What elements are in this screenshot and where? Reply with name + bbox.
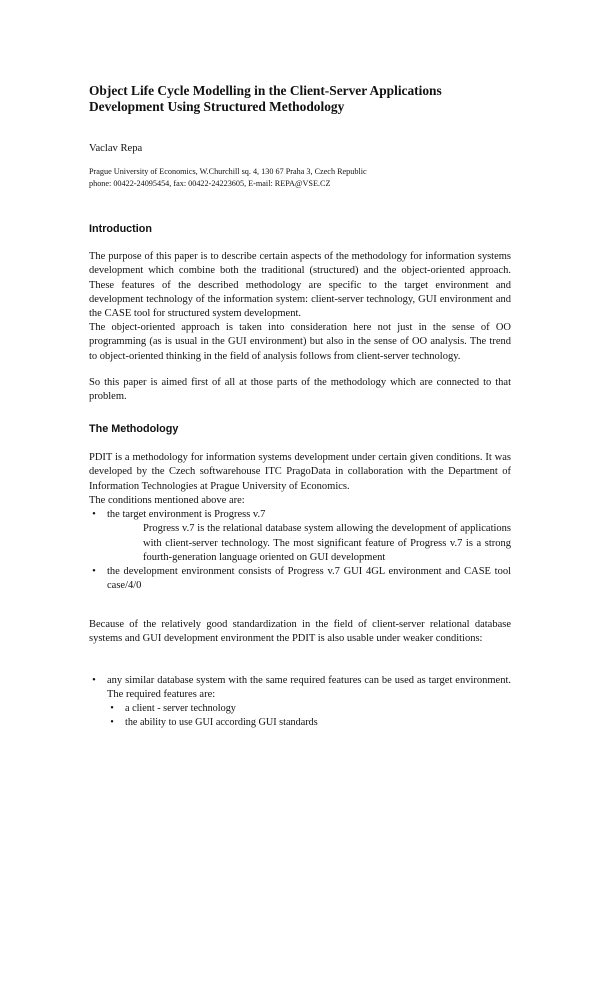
methodology-paragraph-1-text: PDIT is a methodology for information systems development under certain given conditions. It was developed by the Czech softwarehouse ITC PragoData in collaboration with the Department of Information Technologies at Prague University of Economics. (89, 452, 511, 492)
methodology-paragraph-2: Because of the relatively good standardization in the field of client-server relational database systems and GUI development environment the PDIT is also usable under weaker conditions: (89, 619, 511, 645)
bullet-icon: • (110, 703, 114, 714)
list-item-text: any similar database system with the same required features can be used as target environment. The required features are: (107, 675, 511, 701)
author-affiliation-block (89, 166, 519, 189)
methodology-heading: The Methodology (89, 423, 179, 435)
list-item (107, 716, 511, 730)
required-features-list (107, 702, 511, 729)
list-item (89, 508, 511, 565)
conditions-list (89, 508, 511, 594)
introduction-heading: Introduction (89, 223, 152, 235)
conditions-lead-in: The conditions mentioned above are: (89, 494, 245, 506)
affiliation-line: Prague University of Economics, W.Churchill sq. 4, 130 67 Praha 3, Czech Republic (89, 167, 367, 176)
bullet-icon: • (92, 675, 96, 686)
weaker-conditions-list (89, 674, 511, 703)
bullet-icon: • (110, 716, 114, 728)
bullet-icon: • (92, 566, 96, 577)
list-item-text: the target environment is Progress v.7 (107, 509, 266, 520)
author-name: Vaclav Repa (89, 143, 143, 154)
bullet-icon: • (92, 509, 96, 520)
list-item-text: the ability to use GUI according GUI standards (125, 716, 318, 728)
progress-description: Progress v.7 is the relational database system allowing the development of applications with client-server technology. The most significant feature of Progress v.7 is a strong fourth-generation language oriented on GUI development (143, 523, 511, 563)
list-item-text: a client - server technology (125, 703, 236, 714)
intro-paragraph-2: The object-oriented approach is taken into consideration here not just in the sense of OO programming (as is usual in the GUI environment) but also in the sense of OO analysis. The trend to object-oriented thinking in the field of analysis follows from client-server technology. (89, 322, 511, 362)
list-item (89, 674, 511, 703)
methodology-paragraph-1 (89, 451, 511, 508)
list-item (107, 702, 511, 716)
paper-title: Object Life Cycle Modelling in the Client-Server Applications Development Using Structured Methodology (89, 83, 442, 114)
list-item-text: the development environment consists of Progress v.7 GUI 4GL environment and CASE tool case/4/0 (107, 566, 511, 592)
intro-paragraph-1: The purpose of this paper is to describe certain aspects of the methodology for information systems development which combine both the traditional (structured) and the object-oriented approach. These features of the described methodology are specific to the target environment and development technology of the information system: client-server technology, GUI environment and the CASE tool for structured system development. (89, 251, 511, 319)
list-item (89, 565, 511, 594)
intro-paragraph-3: So this paper is aimed first of all at those parts of the methodology which are connected to that problem. (89, 377, 511, 403)
contact-line: phone: 00422-24095454, fax: 00422-24223605, E-mail: REPA@VSE.CZ (89, 178, 331, 188)
